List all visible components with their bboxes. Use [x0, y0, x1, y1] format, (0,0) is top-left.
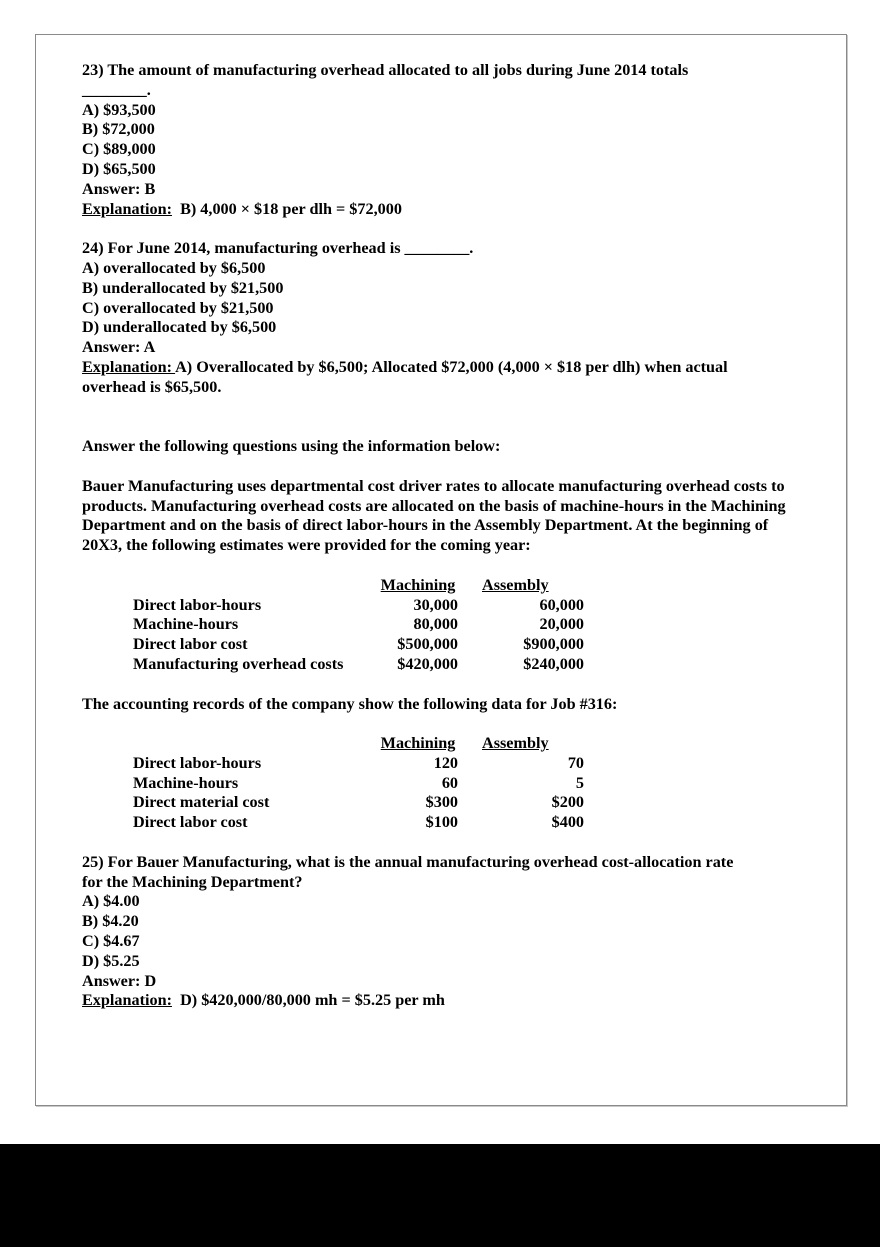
option-b: B) $4.20 — [82, 912, 139, 931]
row-label: Direct material cost — [133, 793, 270, 812]
column-header-assembly: Assembly — [482, 734, 549, 753]
row-label: Machine-hours — [133, 773, 239, 792]
row-label: Direct labor cost — [133, 813, 248, 832]
table-header-row — [133, 734, 584, 754]
explanation-text: B) 4,000 × $18 per dlh = $72,000 — [171, 199, 402, 218]
machining-value: $420,000 — [397, 654, 458, 673]
assembly-value: 5 — [575, 773, 584, 792]
table-row — [133, 754, 584, 774]
explanation-text: A) Overallocated by $6,500; Allocated $72,000 (4,000 × $18 per dlh) when actual overhead is $65,500. — [82, 357, 728, 396]
assembly-value: $900,000 — [523, 635, 584, 654]
machining-value: $300 — [425, 793, 458, 812]
assembly-value: $400 — [551, 813, 584, 832]
answer-line: Answer: A — [82, 338, 156, 357]
column-header-assembly: Assembly — [482, 575, 549, 594]
assembly-value: 70 — [567, 753, 584, 772]
answer-line: Answer: B — [82, 179, 156, 198]
question-text: 23) The amount of manufacturing overhead allocated to all jobs during June 2014 totals — [82, 61, 689, 79]
table-row — [133, 774, 584, 794]
question-24 — [82, 239, 802, 397]
answer-line: Answer: D — [82, 971, 157, 990]
option-b: B) underallocated by $21,500 — [82, 278, 284, 297]
option-d: D) $5.25 — [82, 951, 140, 970]
table-row — [133, 793, 584, 813]
question-23 — [82, 61, 802, 219]
document-content — [82, 61, 802, 1011]
job-intro-text: The accounting records of the company show the following data for Job #316: — [82, 694, 618, 713]
explanation-text: D) $420,000/80,000 mh = $5.25 per mh — [171, 991, 445, 1010]
machining-value: 120 — [433, 753, 458, 772]
table-header-row — [133, 576, 584, 596]
assembly-value: 20,000 — [539, 615, 584, 634]
row-label: Machine-hours — [133, 615, 239, 634]
explanation — [82, 358, 782, 398]
option-c: C) overallocated by $21,500 — [82, 298, 274, 317]
estimates-table — [133, 576, 584, 675]
instruction-text: Answer the following questions using the information below: — [82, 437, 501, 456]
assembly-value: $240,000 — [523, 654, 584, 673]
column-header-machining: Machining — [380, 734, 456, 753]
job-316-table — [133, 734, 584, 833]
row-label: Manufacturing overhead costs — [133, 654, 344, 673]
explanation — [82, 200, 802, 220]
assembly-value: 60,000 — [539, 595, 584, 614]
question-text-line-2: for the Machining Department? — [82, 872, 303, 891]
column-header-machining: Machining — [380, 575, 456, 594]
explanation-label: Explanation: — [82, 199, 172, 218]
row-label: Direct labor-hours — [133, 595, 262, 614]
option-a: A) overallocated by $6,500 — [82, 258, 266, 277]
bottom-black-bar — [0, 1144, 880, 1247]
option-a: A) $4.00 — [82, 892, 140, 911]
option-c: C) $89,000 — [82, 140, 156, 159]
row-label: Direct labor-hours — [133, 753, 262, 772]
machining-value: $100 — [425, 813, 458, 832]
question-text-line-1: 25) For Bauer Manufacturing, what is the annual manufacturing overhead cost-allocation rate — [82, 852, 734, 871]
explanation-label: Explanation: — [82, 991, 172, 1010]
question-25 — [82, 853, 802, 1011]
machining-value: 60 — [441, 773, 458, 792]
option-c: C) $4.67 — [82, 932, 140, 951]
option-a: A) $93,500 — [82, 100, 156, 119]
row-label: Direct labor cost — [133, 635, 248, 654]
option-b: B) $72,000 — [82, 120, 155, 139]
table-row — [133, 615, 584, 635]
table-row — [133, 813, 584, 833]
option-d: D) underallocated by $6,500 — [82, 318, 277, 337]
table-row — [133, 635, 584, 655]
explanation-label: Explanation: — [82, 357, 176, 376]
answer-blank: ________. — [82, 80, 151, 99]
machining-value: 30,000 — [413, 595, 458, 614]
scenario-paragraph: Bauer Manufacturing uses departmental cost driver rates to allocate manufacturing overhead costs to products. Manufacturing overhead costs are allocated on the basis of machine-hours in the Machining Department and on the basis of direct labor-hours in the Assembly Department. At the beginning of 20X3, the following estimates were provided for the coming year: — [82, 476, 786, 555]
machining-value: 80,000 — [413, 615, 458, 634]
question-text: 24) For June 2014, manufacturing overhead is ________. — [82, 239, 474, 258]
machining-value: $500,000 — [397, 635, 458, 654]
table-row — [133, 655, 584, 675]
table-row — [133, 596, 584, 616]
assembly-value: $200 — [551, 793, 584, 812]
explanation — [82, 991, 802, 1011]
option-d: D) $65,500 — [82, 159, 156, 178]
